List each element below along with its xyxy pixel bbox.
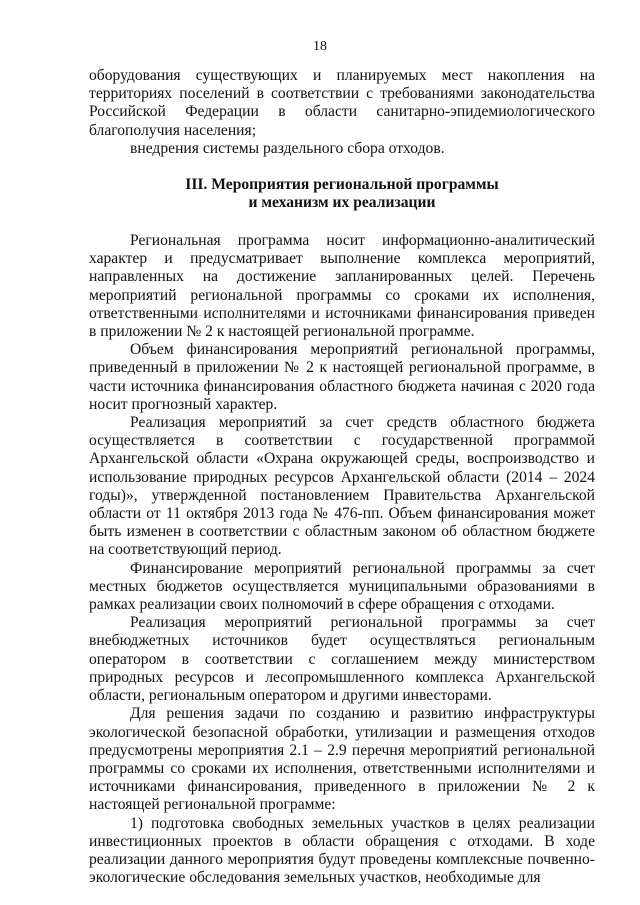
- intro-paragraph-1: оборудования существующих и планируемых мест накопления на территориях поселений в соответствии с требованиями законодательства Российской Федерации в области санитарно-эпидемиологического благополучия населения;: [89, 67, 595, 139]
- paragraph-7: 1) подготовка свободных земельных участков в целях реализации инвестиционных проектов в области обращения с отходами. В ходе реализации данного мероприятия будут проведены комплексные почвенно-экологические обследования земельных участков, необходимые для: [89, 814, 595, 887]
- paragraph-1: Региональная программа носит информационно-аналитический характер и предусматривает выполнение комплекса мероприятий, направленных на достижение запланированных целей. Перечень мероприятий региональной программы со сроками их исполнения, ответственными исполнителями и источниками финансирования приведен в приложении № 2 к настоящей региональной программе.: [89, 232, 595, 341]
- section-heading-line-2: и механизм их реализации: [248, 194, 436, 212]
- paragraph-3: Реализация мероприятий за счет средств областного бюджета осуществляется в соответствии с государственной программой Архангельской области «Охрана окружающей среды, воспроизводство и использование природных ресурсов Архангельской области (2014 – 2024 годы)», утвержденной постановлением Правительства Архангельской области от 11 октября 2013 года № 476-пп. Объем финансирования может быть изменен в соответствии с областным законом об областном бюджете на соответствующий период.: [89, 414, 595, 559]
- section-heading: [89, 176, 595, 212]
- page-number: 18: [313, 39, 327, 54]
- document-body: [89, 67, 595, 887]
- paragraph-2: Объем финансирования мероприятий региональной программы, приведенный в приложении № 2 к настоящей региональной программе, в части источника финансирования областного бюджета начиная с 2020 года носит прогнозный характер.: [89, 341, 595, 413]
- section-heading-line-1: III. Мероприятия региональной программы: [185, 176, 499, 194]
- paragraph-4: Финансирование мероприятий региональной программы за счет местных бюджетов осуществляется муниципальными образованиями в рамках реализации своих полномочий в сфере обращения с отходами.: [89, 559, 595, 614]
- paragraph-5: Реализация мероприятий региональной программы за счет внебюджетных источников будет осуществляться региональным оператором в соответствии с соглашением между министерством природных ресурсов и лесопромышленного комплекса Архангельской области, региональным оператором и другими инвесторами.: [89, 614, 595, 705]
- intro-paragraph-2: внедрения системы раздельного сбора отходов.: [130, 139, 445, 157]
- paragraph-6: Для решения задачи по созданию и развитию инфраструктуры экологической безопасной обработки, утилизации и размещения отходов предусмотрены мероприятия 2.1 – 2.9 перечня мероприятий региональной программы со сроками их исполнения, ответственными исполнителями и источниками финансирования, приведенного в приложении № 2 к настоящей региональной программе:: [89, 705, 595, 814]
